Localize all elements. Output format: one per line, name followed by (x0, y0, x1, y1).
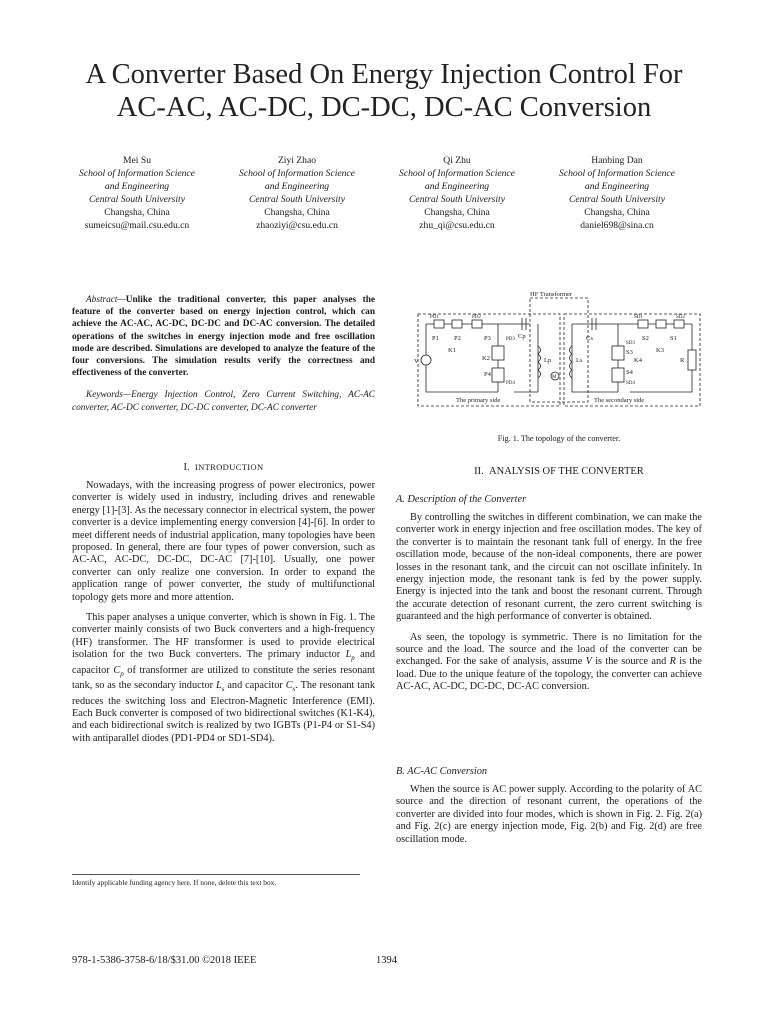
label-k1: K1 (448, 347, 456, 354)
text-run: and capacitor (227, 680, 283, 692)
figure-1-topology (412, 288, 706, 414)
label-sd4: SD4 (626, 381, 635, 386)
label-m: M (552, 375, 557, 380)
label-pd2: PD2 (472, 315, 481, 320)
footer-page-number: 1394 (376, 955, 397, 966)
text-run: As seen, the topology is symmetric. There is no limitation for the source and the load. The source and the load of the converter can be exchanged. For the sake of analysis, assume (396, 631, 702, 668)
text-run: is the load. Due to the unique feature of the topology, the converter can achieve AC-AC, AC-DC, DC-DC, DC-AC conversion. (396, 656, 702, 693)
author-affiliation: Central South University (89, 194, 185, 205)
label-sd1: SD1 (634, 315, 643, 320)
author-name: Ziyi Zhao (277, 155, 317, 166)
paragraph: When the source is AC power supply. According to the polarity of AC source and the direction of resonant current, the operations of the converter are divided into four modes, which is shown in Fig. 2. Fig. 2(a) and Fig. 2(c) are energy injection mode, Fig. 2(b) and Fig. 2(d) are free oscillation mode. (396, 784, 702, 845)
paragraph: By controlling the switches in different combination, we can make the converter work in energy injection and free oscillation modes. The key of the converter is to maintain the resonant tank full of energy. In the free oscillation mode, because of the non-ideal components, there are power losses in the resonant tank, and the circuit can not oscillate infinitely. In energy injection mode, the resonant tank is fed by the power supply. Energy is injected into the tank and boost the resonant current. Through the accurate detection of resonant current, the zero current switching is guaranteed and the high performance of converter is obtained. (396, 512, 702, 623)
label-s2: S2 (642, 335, 649, 342)
author-name: Qi Zhu (443, 155, 471, 166)
label-pd3: PD3 (506, 337, 515, 342)
footnote: Identify applicable funding agency here. If none, delete this text box. (72, 878, 277, 887)
keywords-text: Energy Injection Control, Zero Current Switching, AC-AC converter, AC-DC converter, DC-DC converter, DC-AC converter (72, 390, 375, 413)
author-affiliation: Central South University (569, 194, 665, 205)
section-number: II. (474, 466, 484, 477)
author-affiliation: and Engineering (264, 181, 330, 192)
paragraph (396, 632, 702, 694)
text-run: of transformer are utilized to constitute the series resonant tank, so as the secondary inductor (72, 664, 376, 692)
author-block-1 (62, 154, 212, 232)
section-title: INTRODUCTION (194, 462, 264, 472)
label-k2: K2 (482, 355, 490, 362)
label-pd1: PD1 (430, 315, 439, 320)
label-v: V (414, 358, 419, 365)
author-city: Changsha, China (264, 207, 330, 218)
author-affiliation: Central South University (409, 194, 505, 205)
author-affiliation: and Engineering (104, 181, 170, 192)
author-affiliation: and Engineering (584, 181, 650, 192)
author-block-4 (542, 154, 692, 232)
section-1-heading (72, 462, 375, 473)
label-p2: P2 (454, 335, 461, 342)
paragraph (72, 612, 375, 745)
symbol-r: R (669, 656, 676, 668)
primary-side-label: The primary side (456, 397, 501, 404)
label-k4: K4 (634, 357, 642, 364)
symbol-cp: $C_p$ (113, 664, 124, 678)
label-s3: S3 (626, 349, 633, 356)
label-p1: P1 (432, 335, 439, 342)
author-city: Changsha, China (424, 207, 490, 218)
figure-1-caption: Fig. 1. The topology of the converter. (497, 434, 621, 443)
label-sd2: SD2 (676, 315, 685, 320)
author-email: zhu_qi@csu.edu.cn (419, 220, 495, 231)
paragraph: Nowadays, with the increasing progress of power electronics, power converter is widely used in industry, including drives and renewable energy [1]-[3]. As the necessary connector in electrical system, the power converter is a device implementing energy conversion [4]-[6]. In order to meet different needs of industrial application, many topologies have been proposed. In general, there are four types of power conversion, such as AC-AC, AC-DC, DC-DC, DC-AC [7]-[10]. Usually, one power converter can only realize one conversion. In order to expand the application range of power converter, the study of multifunctional topology gets more and more attention. (72, 480, 375, 603)
author-name: Mei Su (123, 155, 151, 166)
keywords-label: Keywords— (86, 390, 132, 401)
section-1-body (72, 480, 375, 745)
author-affiliation: Central South University (249, 194, 345, 205)
title-line-2: AC-AC, AC-DC, DC-DC, DC-AC Conversion (116, 92, 652, 123)
label-p3: P3 (484, 335, 491, 342)
text-run: This paper analyses a unique converter, which is shown in Fig. 1. The converter mainly consists of two Buck converters and a high-frequency (HF) transformer. The HF transformer is used to provide electrical isolation for the two Buck converters. The primary inductor (72, 612, 375, 661)
footer-isbn: 978-1-5386-3758-6/18/$31.00 ©2018 IEEE (72, 955, 257, 966)
author-affiliation: School of Information Science (559, 168, 675, 179)
author-email: daniel698@sina.cn (580, 220, 654, 231)
section-title: ANALYSIS OF THE CONVERTER (489, 466, 644, 477)
secondary-side-label: The secondary side (594, 397, 645, 404)
section-2-body-a (396, 512, 702, 694)
title-line-1: A Converter Based On Energy Injection Control For (85, 59, 683, 90)
author-affiliation: and Engineering (424, 181, 490, 192)
label-k3: K3 (656, 347, 664, 354)
label-s4: S4 (626, 369, 633, 376)
author-city: Changsha, China (104, 207, 170, 218)
label-cp: Cp (518, 333, 526, 340)
author-email: sumeicsu@mail.csu.edu.cn (84, 220, 190, 231)
label-r: R (680, 357, 685, 364)
text-run: is the source and (595, 656, 667, 668)
label-s1: S1 (670, 335, 677, 342)
author-block-2 (222, 154, 372, 232)
author-affiliation: School of Information Science (399, 168, 515, 179)
label-sd3: SD3 (626, 341, 635, 346)
label-p4: P4 (484, 371, 491, 378)
label-ls: Ls (576, 357, 583, 364)
subsection-a-heading: A. Description of the Converter (396, 494, 527, 505)
section-2-heading (412, 466, 706, 477)
paper-title (40, 58, 728, 124)
text-run: and capacitor (72, 649, 376, 676)
label-cs: Cs (586, 335, 593, 342)
symbol-v: V (585, 656, 592, 668)
section-2-body-b (396, 784, 702, 846)
author-email: zhaoziyi@csu.edu.cn (256, 220, 338, 231)
abstract-text: Unlike the traditional converter, this paper analyses the feature of the converter based on energy injection control, which can achieve the AC-AC, AC-DC, DC-DC and DC-AC conversion. The detailed operations of the switches in energy injection mode and free oscillation mode are described. Simulations are developed to analyze the feature of the four conversions. The simulation results verify the correctness and effectiveness of the converter. (72, 295, 375, 379)
label-pd4: PD4 (506, 381, 515, 386)
author-affiliation: School of Information Science (239, 168, 355, 179)
symbol-lp: $L_p$ (345, 649, 355, 663)
subsection-b-heading: B. AC-AC Conversion (396, 766, 488, 777)
author-name: Hanbing Dan (591, 155, 643, 166)
section-number: I. (183, 462, 190, 473)
text-run: . The resonant tank reduces the switching loss and Electron-Magnetic Interference (EMI). Each Buck converter is composed of two bidirectional switches (K1-K4), and each bidirectional switch is realized by two IGBTs (P1-P4 or S1-S4) with antiparallel diodes (PD1-PD4 or SD1-SD4). (72, 680, 376, 744)
hf-transformer-label: HF Transformer (530, 291, 573, 298)
abstract (72, 294, 375, 414)
author-city: Changsha, China (584, 207, 650, 218)
footnote-rule (72, 874, 360, 875)
symbol-cs: $C_s$ (285, 680, 296, 694)
author-block-3 (382, 154, 532, 232)
label-lp: Lp (544, 357, 552, 364)
author-affiliation: School of Information Science (79, 168, 195, 179)
symbol-ls: $L_s$ (216, 680, 225, 694)
abstract-label: Abstract— (86, 295, 126, 305)
